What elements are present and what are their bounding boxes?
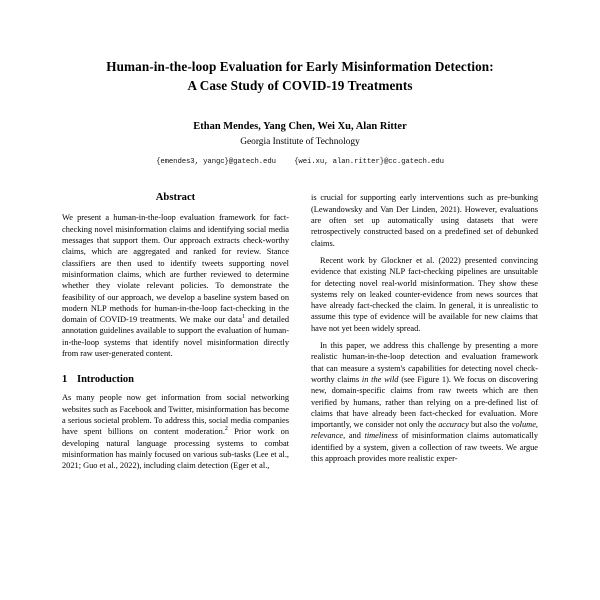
- abstract-text: We present a human-in-the-loop evaluation framework for fact-checking novel misinformation claims and identifying social media messages that support them. Our approach extracts check-worthy claims, which are aggregated and ranked for review. Stance classifiers are then used to identify tweets supporting novel misinformation claims, which are further reviewed to determine whether they violate relevant policies. To demonstrate the feasibility of our approach, we develop a baseline system based on modern NLP methods for human-in-the-loop fact-checking in the domain of COVID-19 treatments. We make our data: [62, 213, 289, 325]
- intro-footnote-marker: 2: [224, 426, 228, 433]
- right-p3-a: In this paper, we address this challenge by presenting a more realistic human-in-the-loop detection and evaluation framework that can measure a system's capabilities for detecting novel check-worthy claims: [311, 341, 538, 384]
- left-column: [62, 192, 289, 471]
- right-paragraph-2: Recent work by Glockner et al. (2022) presented convincing evidence that existing NLP fact-checking pipelines are unsuitable for detecting novel real-world misinformation. They show these systems rely on leaked counter-evidence from news sources that have already fact-checked the claim. In general, it is unrealistic to assume this type of evidence will be available for new claims that have not yet been widely spread.: [311, 255, 538, 333]
- section-heading-introduction: [62, 374, 289, 385]
- right-p3-c: but also the: [468, 420, 512, 430]
- right-p3-italic-4: relevance: [311, 431, 344, 441]
- abstract-paragraph: [62, 212, 289, 359]
- title-line-2: A Case Study of COVID-19 Treatments: [187, 77, 413, 93]
- right-p3-italic-5: timeliness: [364, 431, 398, 441]
- abstract-text-cont: and detailed annotation guidelines available to support the evaluation of human-in-the-loop systems that identify novel misinformation directly from raw user-generated content.: [62, 315, 289, 359]
- affiliation: Georgia Institute of Technology: [240, 137, 360, 148]
- right-p3-b: (see Figure 1). We focus on discovering new, domain-specific claims from raw tweets which are then verified by humans, rather than relying on a pre-defined list of claims that have already been fact-checked for evaluation. More importantly, we consider not only the: [311, 374, 538, 430]
- right-p3-e: , and: [343, 431, 365, 441]
- right-p3-italic-2: accuracy: [438, 420, 469, 430]
- right-p3-f: of misinformation claims automatically identified by a system, given a collection of raw tweets. We argue this approach provides more realistic exper-: [311, 431, 538, 463]
- page-title: [62, 58, 538, 95]
- intro-paragraph-1: [62, 392, 289, 471]
- author-emails: [62, 158, 538, 166]
- intro-text-a: As many people now get information from social networking websites such as Facebook and Twitter, misinformation has become a serious societal problem. To address this, social media companies have spent billions on content moderation.: [62, 393, 289, 437]
- two-column-body: [62, 192, 538, 471]
- abstract-heading: Abstract: [155, 192, 196, 204]
- abstract-footnote-marker: 1: [241, 314, 245, 321]
- email-group-2: {wei.xu, alan.ritter}@cc.gatech.edu: [294, 158, 444, 167]
- right-p3-italic-3: volume: [511, 420, 536, 430]
- intro-text-b: Prior work on developing natural language processing systems to combat misinformation has mainly focused on various sub-tasks (Lee et al., 2021; Guo et al., 2022), including claim detection (Eger et al.,: [62, 427, 289, 471]
- section-number: 1: [62, 374, 68, 386]
- author-list: Ethan Mendes, Yang Chen, Wei Xu, Alan Ritter: [193, 121, 407, 133]
- right-column: [311, 192, 538, 464]
- right-paragraph-1: is crucial for supporting early interventions such as pre-bunking (Lewandowsky and Van Der Linden, 2021). However, evaluations are often set up automatically using datasets that were retrospectively constructed based on a predefined set of debunked claims.: [311, 193, 538, 248]
- email-group-1: {emendes3, yangc}@gatech.edu: [156, 158, 276, 167]
- section-title: Introduction: [77, 374, 134, 386]
- right-p3-d: ,: [535, 420, 538, 430]
- title-line-1: Human-in-the-loop Evaluation for Early Misinformation Detection:: [106, 59, 494, 74]
- right-paragraph-3: [311, 340, 538, 464]
- right-p3-italic-1: in the wild: [361, 374, 399, 384]
